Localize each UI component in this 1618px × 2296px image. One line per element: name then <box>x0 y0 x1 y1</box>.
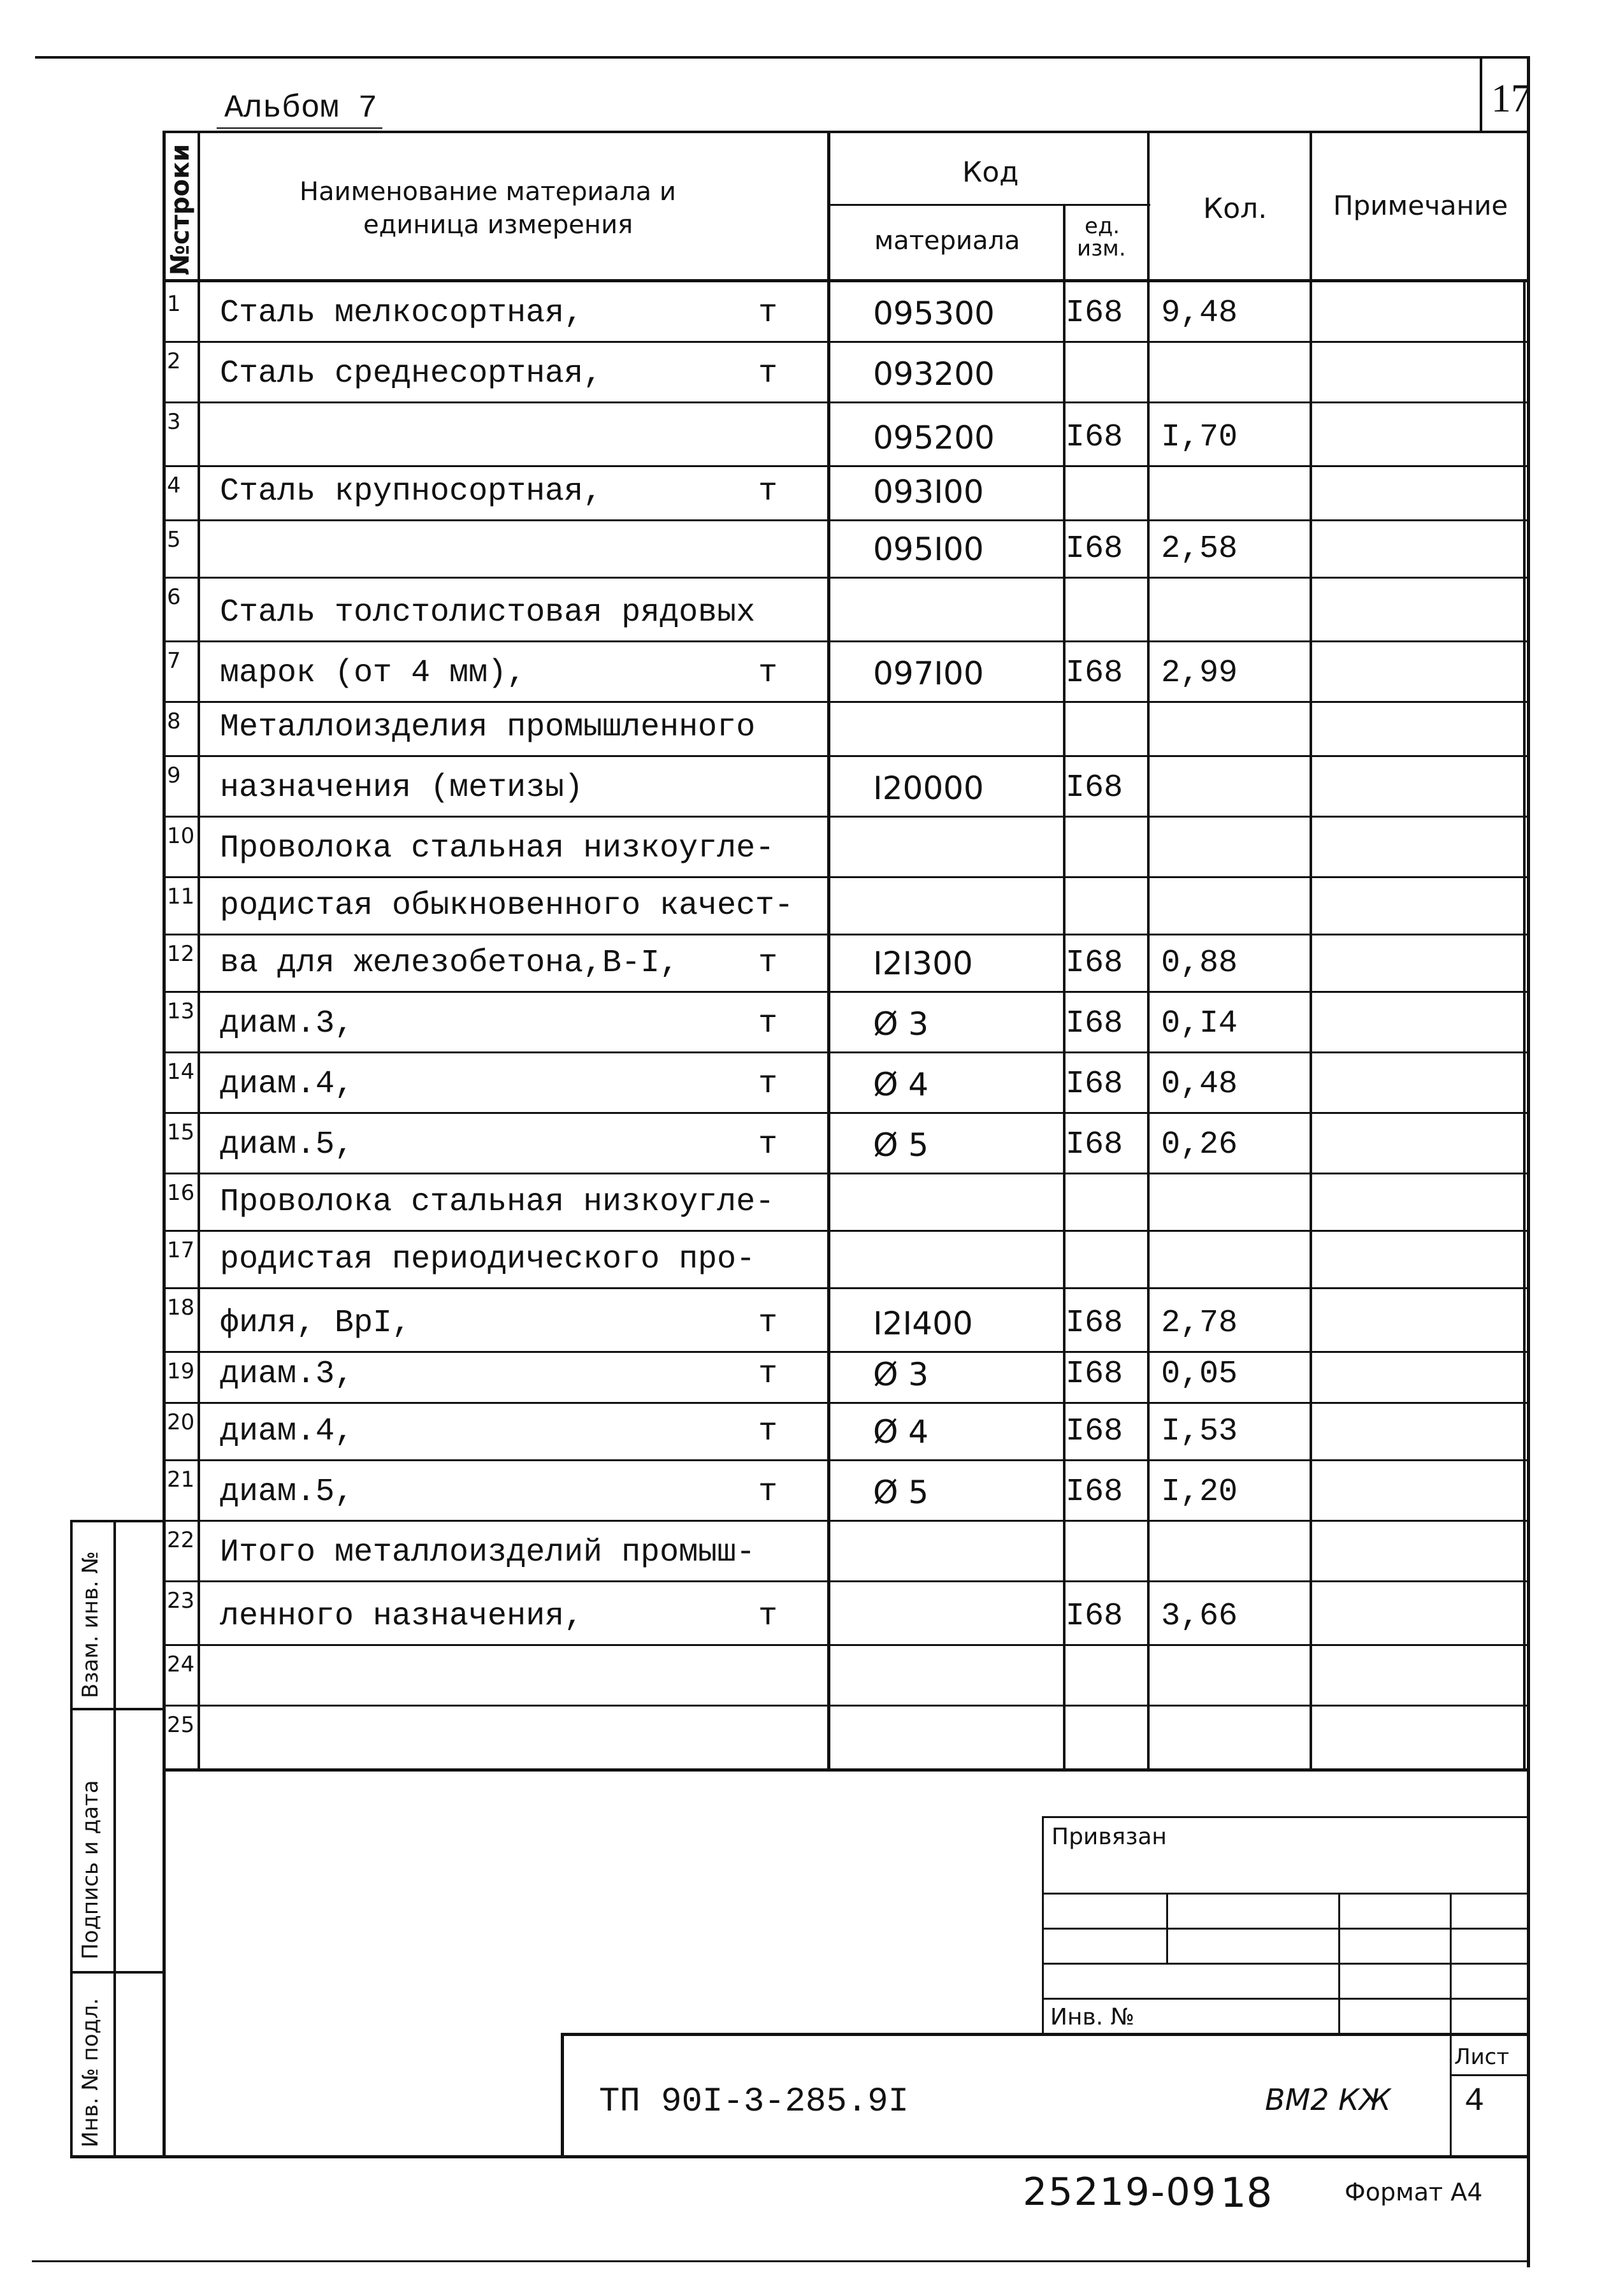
row-quantity: 0,88 <box>1161 945 1238 981</box>
row-number: 23 <box>167 1588 195 1614</box>
row-unit: т <box>758 1413 778 1450</box>
row-number: 25 <box>167 1712 195 1738</box>
row-quantity: 2,99 <box>1161 655 1238 691</box>
row-quantity: 2,78 <box>1161 1305 1238 1341</box>
row-name: Проволока стальная низкоугле- <box>220 1184 775 1220</box>
row-quantity: 0,26 <box>1161 1127 1238 1163</box>
row-line <box>163 1051 1529 1053</box>
side-stamp-top <box>70 1520 164 1522</box>
row-number: 17 <box>167 1238 195 1263</box>
row-quantity: I,70 <box>1161 419 1238 456</box>
format-label: Формат А4 <box>1345 2178 1483 2206</box>
album-label: Альбом 7 <box>224 90 378 127</box>
header-bottom <box>163 279 1529 282</box>
header-material: материала <box>874 226 1020 256</box>
row-quantity: 2,58 <box>1161 531 1238 567</box>
row-quantity: I,20 <box>1161 1474 1238 1510</box>
row-number: 10 <box>167 823 195 849</box>
side-stamp-podpis: Подпись и дата <box>78 1780 103 1960</box>
row-name: Сталь среднесортная, <box>220 356 603 392</box>
table-top <box>163 131 1529 133</box>
row-unit-code: I68 <box>1065 1413 1123 1450</box>
row-number: 24 <box>167 1652 195 1677</box>
row-line <box>163 991 1529 993</box>
doc-code: ТП 90I-3-285.9I <box>599 2083 909 2121</box>
title-block-line-b <box>1042 1893 1529 1895</box>
code-sub-line <box>828 204 1150 206</box>
title-block-v3 <box>1338 1893 1340 2033</box>
header-qty: Кол. <box>1203 192 1268 225</box>
title-block-line-c <box>1042 1928 1529 1930</box>
row-line <box>163 816 1529 818</box>
right-border <box>1527 56 1530 2267</box>
page-number: 18 <box>1220 2170 1273 2217</box>
row-number: 12 <box>167 941 195 967</box>
row-line <box>163 1520 1529 1522</box>
row-quantity: 0,05 <box>1161 1356 1238 1392</box>
row-unit-code: I68 <box>1065 1127 1123 1163</box>
row-code: 095300 <box>873 295 995 332</box>
header-unit-code-2: изм. <box>1077 236 1126 261</box>
row-unit: т <box>758 1598 778 1635</box>
row-name: диам.4, <box>220 1413 354 1450</box>
row-line <box>163 1580 1529 1582</box>
side-stamp-bottom <box>70 2155 1529 2158</box>
row-name: Сталь крупносортная, <box>220 473 603 510</box>
side-stamp-inv-podl: Инв. № подл. <box>78 1998 103 2148</box>
row-name: ва для железобетона,В-I, <box>220 945 679 981</box>
row-unit: т <box>758 945 778 981</box>
row-unit: т <box>758 356 778 392</box>
title-block-v4 <box>1450 1893 1452 2157</box>
list-number: 4 <box>1464 2083 1485 2120</box>
row-unit: т <box>758 1305 778 1341</box>
row-code: I20000 <box>873 770 984 807</box>
row-line <box>163 640 1529 642</box>
row-number: 5 <box>167 527 181 552</box>
row-unit: т <box>758 1006 778 1042</box>
row-line <box>163 1459 1529 1461</box>
row-unit-code: I68 <box>1065 770 1123 806</box>
list-label: Лист <box>1454 2044 1510 2070</box>
doc-mark: ВМ2 КЖ <box>1265 2083 1391 2117</box>
col-left <box>163 131 166 2157</box>
row-line <box>163 465 1529 467</box>
row-name: диам.3, <box>220 1006 354 1042</box>
row-number: 21 <box>167 1467 195 1492</box>
row-unit-code: I68 <box>1065 1598 1123 1635</box>
row-number: 13 <box>167 999 195 1024</box>
side-stamp-left <box>70 1520 73 2157</box>
row-name: назначения (метизы) <box>220 770 584 806</box>
row-quantity: 9,48 <box>1161 295 1238 331</box>
row-number: 11 <box>167 884 195 909</box>
row-unit-code: I68 <box>1065 1066 1123 1102</box>
row-name: Итого металлоизделий промыш- <box>220 1534 756 1571</box>
row-code: I2I400 <box>873 1305 973 1342</box>
row-number: 16 <box>167 1180 195 1206</box>
album-underline <box>217 127 382 129</box>
row-line <box>163 1230 1529 1232</box>
row-unit-code: I68 <box>1065 1305 1123 1341</box>
row-line <box>163 1112 1529 1114</box>
col-right-inner <box>1523 280 1526 1768</box>
row-code: Ø 5 <box>873 1474 929 1511</box>
row-line <box>163 1351 1529 1353</box>
side-stamp-div2 <box>70 1971 164 1974</box>
sheet-corner-number: 17 <box>1491 77 1531 120</box>
row-name: Сталь толстолистовая рядовых <box>220 595 756 631</box>
row-unit: т <box>758 295 778 331</box>
row-number: 3 <box>167 409 181 435</box>
row-number: 7 <box>167 648 181 674</box>
row-code: Ø 5 <box>873 1127 929 1164</box>
row-name: диам.5, <box>220 1474 354 1510</box>
row-line <box>163 1705 1529 1707</box>
row-name: диам.5, <box>220 1127 354 1163</box>
row-code: Ø 3 <box>873 1006 929 1043</box>
row-number: 18 <box>167 1295 195 1320</box>
row-name: Металлоизделия промышленного <box>220 709 756 746</box>
row-name: марок (от 4 мм), <box>220 655 526 691</box>
row-unit-code: I68 <box>1065 295 1123 331</box>
corner-divider <box>1480 56 1482 133</box>
row-name: ленного назначения, <box>220 1598 584 1635</box>
row-number: 4 <box>167 473 181 498</box>
row-quantity: 0,I4 <box>1161 1006 1238 1042</box>
row-quantity: 0,48 <box>1161 1066 1238 1102</box>
header-note: Примечание <box>1333 190 1508 221</box>
row-unit-code: I68 <box>1065 1006 1123 1042</box>
row-quantity: I,53 <box>1161 1413 1238 1450</box>
row-number: 19 <box>167 1359 195 1384</box>
title-block-v2 <box>1166 1893 1168 1963</box>
row-code: 093I00 <box>873 473 984 510</box>
header-unit-code: ед. <box>1085 213 1120 239</box>
title-block-main-left <box>561 2033 564 2157</box>
col-name <box>827 131 830 1768</box>
row-code: Ø 3 <box>873 1356 929 1393</box>
row-number: 2 <box>167 349 181 374</box>
order-number: 25219-09 <box>1023 2170 1217 2214</box>
row-name: филя, BpI, <box>220 1305 412 1341</box>
title-block-line-d <box>1042 1963 1529 1965</box>
header-row-no: №строки <box>166 143 195 275</box>
row-line <box>163 519 1529 521</box>
row-number: 1 <box>167 291 181 317</box>
row-line <box>163 401 1529 403</box>
row-code: Ø 4 <box>873 1413 929 1450</box>
row-number: 20 <box>167 1410 195 1435</box>
row-code: 095I00 <box>873 531 984 568</box>
row-name: диам.3, <box>220 1356 354 1392</box>
row-name: Сталь мелкосортная, <box>220 295 584 331</box>
row-line <box>163 1173 1529 1174</box>
row-unit-code: I68 <box>1065 531 1123 567</box>
row-unit: т <box>758 1474 778 1510</box>
side-stamp-vzam: Взам. инв. № <box>78 1551 103 1698</box>
row-line <box>163 577 1529 579</box>
row-line <box>163 701 1529 703</box>
row-number: 15 <box>167 1120 195 1145</box>
row-name: диам.4, <box>220 1066 354 1102</box>
inv-no-label: Инв. № <box>1050 2004 1135 2030</box>
row-code: 097I00 <box>873 655 984 692</box>
row-unit-code: I68 <box>1065 1474 1123 1510</box>
privyazan-label: Привязан <box>1051 1824 1167 1850</box>
col-unit <box>1147 131 1150 1768</box>
row-code: 093200 <box>873 356 995 393</box>
row-unit: т <box>758 473 778 510</box>
row-line <box>163 1287 1529 1289</box>
top-border <box>35 56 1529 59</box>
bottom-border <box>32 2260 1529 2262</box>
row-line <box>163 755 1529 757</box>
table-body-bottom <box>163 1768 1529 1772</box>
row-unit-code: I68 <box>1065 419 1123 456</box>
row-number: 8 <box>167 709 181 734</box>
row-unit-code: I68 <box>1065 945 1123 981</box>
row-number: 14 <box>167 1059 195 1085</box>
row-line <box>163 934 1529 935</box>
title-block-main-top <box>561 2033 1529 2036</box>
row-number: 6 <box>167 584 181 610</box>
header-name: Наименование материала и <box>300 177 676 206</box>
row-unit-code: I68 <box>1065 1356 1123 1392</box>
title-block-line-a <box>1042 1816 1529 1818</box>
title-block-v1 <box>1042 1816 1044 2033</box>
header-name-line2: единица измерения <box>363 210 633 240</box>
title-block-list-line <box>1450 2074 1529 2076</box>
row-code: I2I300 <box>873 945 973 982</box>
row-code: 095200 <box>873 419 995 456</box>
row-unit: т <box>758 1127 778 1163</box>
row-number: 22 <box>167 1527 195 1553</box>
side-stamp-inner <box>113 1520 116 2157</box>
row-line <box>163 1644 1529 1646</box>
col-qty <box>1310 131 1312 1768</box>
row-line <box>163 1402 1529 1404</box>
row-name: Проволока стальная низкоугле- <box>220 830 775 867</box>
row-line <box>163 341 1529 343</box>
row-line <box>163 876 1529 878</box>
header-code: Код <box>962 156 1019 189</box>
row-unit: т <box>758 1356 778 1392</box>
row-number: 9 <box>167 763 181 788</box>
row-quantity: 3,66 <box>1161 1598 1238 1635</box>
row-code: Ø 4 <box>873 1066 929 1103</box>
row-unit-code: I68 <box>1065 655 1123 691</box>
row-name: родистая обыкновенного качест- <box>220 888 794 924</box>
side-stamp-div1 <box>70 1708 164 1710</box>
row-unit: т <box>758 655 778 691</box>
row-unit: т <box>758 1066 778 1102</box>
row-name: родистая периодического про- <box>220 1241 756 1278</box>
title-block-line-e <box>1042 1998 1529 2000</box>
